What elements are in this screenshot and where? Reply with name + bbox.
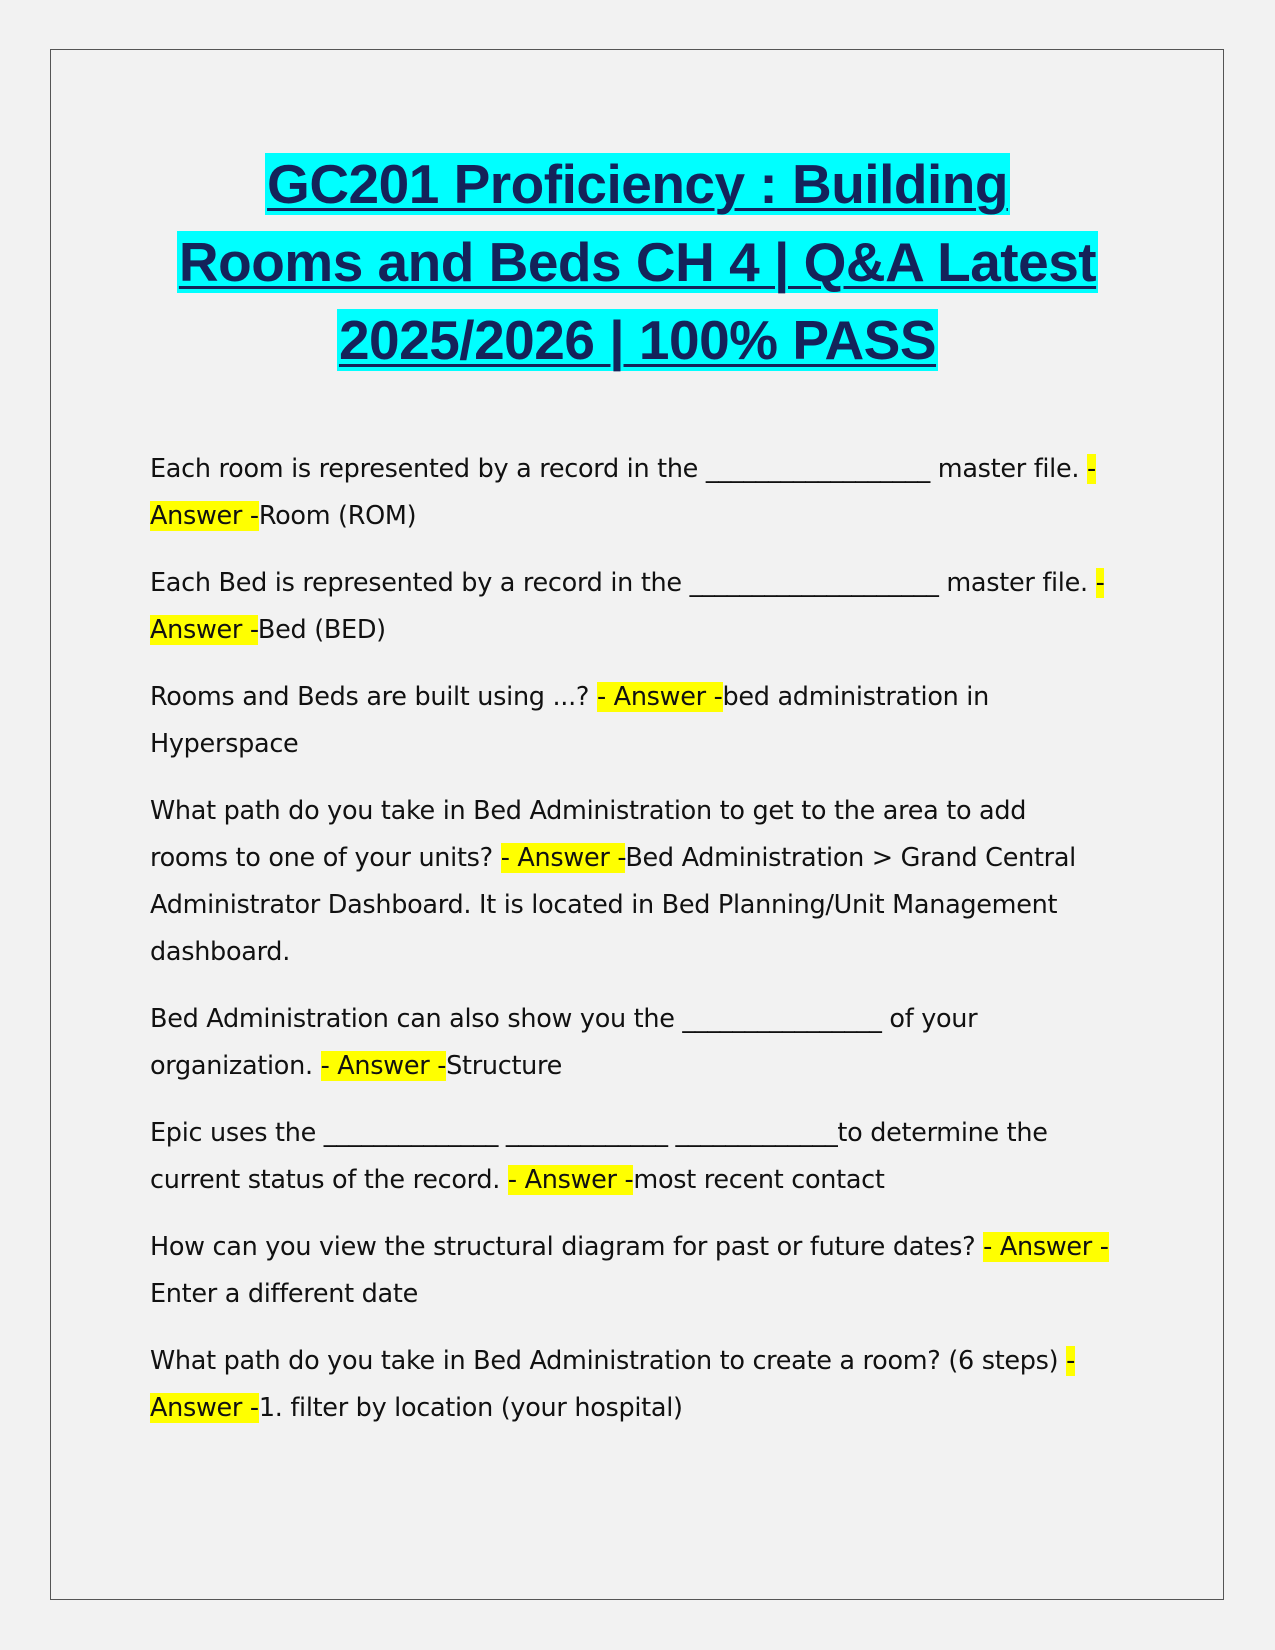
qa-list	[150, 446, 1110, 1452]
question-text: What path do you take in Bed Administration to get to the area to add rooms to one of your units?	[150, 796, 1027, 873]
answer-text: bed administration in Hyperspace	[150, 682, 989, 759]
qa-item	[150, 996, 1110, 1090]
answer-text: Structure	[446, 1051, 563, 1081]
answer-marker: - Answer -	[150, 1346, 1076, 1423]
question-text: Bed Administration can also show you the ________________ of your organization.	[150, 1004, 978, 1081]
qa-item	[150, 1224, 1110, 1318]
question-text: What path do you take in Bed Administration to create a room? (6 steps)	[150, 1346, 1067, 1376]
answer-marker: - Answer -	[150, 568, 1105, 645]
answer-marker: - Answer -	[150, 454, 1096, 531]
qa-item	[150, 1110, 1110, 1204]
answer-text: 1. filter by location (your hospital)	[258, 1393, 683, 1423]
answer-marker: - Answer -	[596, 682, 723, 712]
answer-marker: - Answer -	[507, 1165, 634, 1195]
answer-text: most recent contact	[633, 1165, 885, 1195]
qa-item	[150, 560, 1110, 654]
answer-marker: - Answer -	[983, 1232, 1109, 1262]
question-text: Each room is represented by a record in the __________________ master file.	[150, 454, 1087, 484]
answer-text: Enter a different date	[150, 1279, 418, 1309]
question-text: Each Bed is represented by a record in the ____________________ master file.	[150, 568, 1096, 598]
answer-marker: - Answer -	[500, 843, 626, 873]
answer-marker: - Answer -	[320, 1051, 447, 1081]
qa-item	[150, 674, 1110, 768]
qa-item	[150, 446, 1110, 540]
question-text: Rooms and Beds are built using ...?	[150, 682, 597, 712]
answer-text: Bed Administration > Grand Central Administrator Dashboard. It is located in Bed Planning/Unit Management dashboard.	[150, 843, 1076, 967]
question-text: Epic uses the ______________ _____________ _____________to determine the current status of the record.	[150, 1118, 1048, 1195]
title-line-3: 2025/2026 | 100% PASS	[338, 309, 937, 371]
answer-text: Bed (BED)	[257, 615, 386, 645]
document-title	[100, 145, 1175, 379]
answer-text: Room (ROM)	[258, 501, 417, 531]
qa-item	[150, 788, 1110, 976]
title-line-1: GC201 Proficiency : Building	[267, 153, 1008, 215]
title-line-2: Rooms and Beds CH 4 | Q&A Latest	[178, 231, 1097, 293]
qa-item	[150, 1338, 1110, 1432]
question-text: How can you view the structural diagram for past or future dates?	[150, 1232, 984, 1262]
